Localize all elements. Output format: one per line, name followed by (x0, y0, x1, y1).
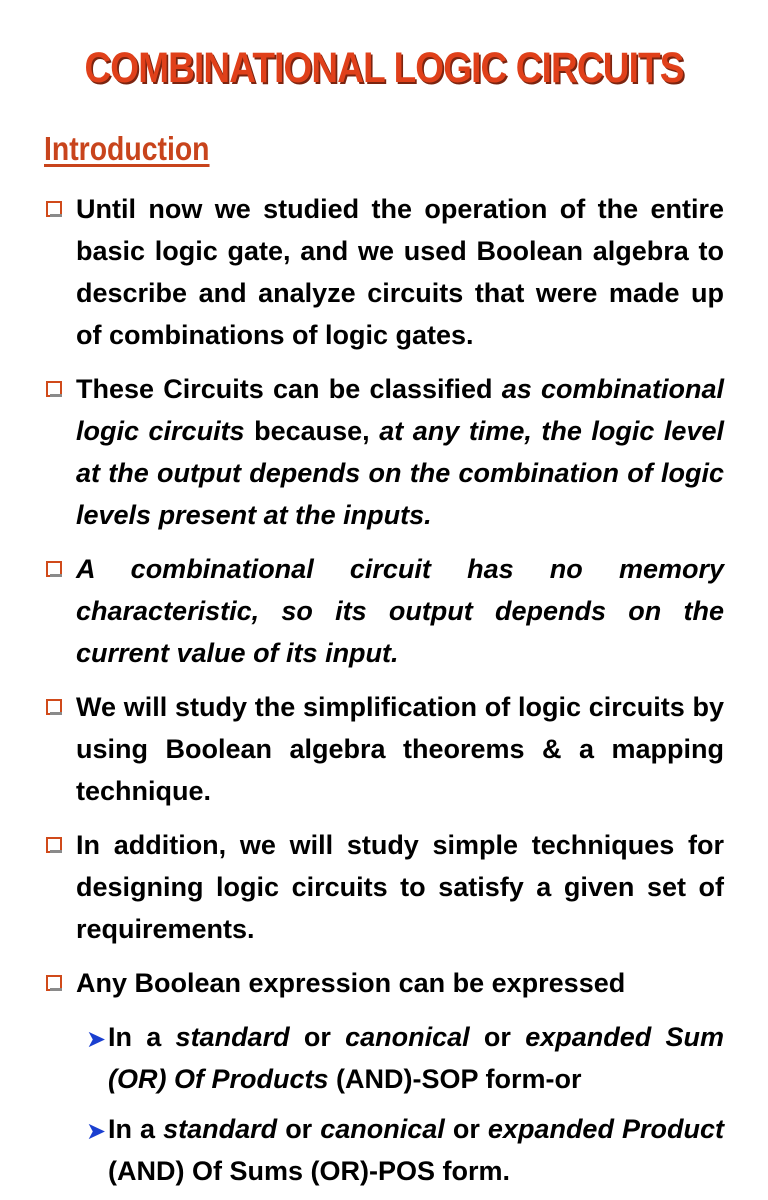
sub-text: In a (108, 1114, 164, 1144)
checkbox-bullet-icon (46, 837, 62, 853)
bullet-text: Until now we studied the operation of the entire basic logic gate, and we used Boolean algebra to describe and analyze circuits that were made up of combinations of logic gates. (76, 194, 724, 350)
sub-list-item (44, 1108, 724, 1192)
sub-text-italic: canonical (320, 1114, 445, 1144)
bullet-text-italic: as combinational logic circuits (76, 374, 724, 446)
bullet-text: We will study the simplification of logic circuits by using Boolean algebra theorems & a mapping technique. (76, 692, 724, 806)
section-heading: Introduction (44, 130, 210, 167)
list-item (44, 962, 724, 1004)
checkbox-bullet-icon (46, 561, 62, 577)
sub-text-italic: expanded Sum (OR) Of Products (108, 1022, 724, 1094)
page-title: COMBINATIONAL LOGIC CIRCUITS (84, 44, 684, 92)
bullet-text: In addition, we will study simple techniques for designing logic circuits to satisfy a given set of requirements. (76, 830, 724, 944)
sub-text: (AND) Of Sums (OR)-POS form. (108, 1156, 510, 1186)
bullet-text: Any Boolean expression can be expressed (76, 968, 626, 998)
sub-text-italic: expanded Product (487, 1114, 724, 1144)
checkbox-bullet-icon (46, 699, 62, 715)
sub-list-item (44, 1016, 724, 1100)
bullet-text: These Circuits can be classified (76, 374, 502, 404)
checkbox-bullet-icon (46, 201, 62, 217)
list-item (44, 824, 724, 950)
list-item (44, 188, 724, 356)
checkbox-bullet-icon (46, 381, 62, 397)
sub-text-italic: standard (163, 1114, 278, 1144)
arrow-bullet-icon: ➤ (86, 1026, 107, 1053)
sub-text: or (277, 1114, 321, 1144)
sub-text-italic: canonical (345, 1022, 470, 1052)
sub-text-italic: standard (175, 1022, 290, 1052)
sub-text: or (444, 1114, 488, 1144)
sub-text: (AND)-SOP form-or (328, 1064, 582, 1094)
bullet-text-italic: A combinational circuit has no memory characteristic, so its output depends on the current value of its input. (76, 554, 724, 668)
list-item (44, 368, 724, 536)
list-item (44, 548, 724, 674)
checkbox-bullet-icon (46, 975, 62, 991)
bullet-list (44, 188, 724, 1200)
sub-text: In a (108, 1022, 176, 1052)
arrow-bullet-icon: ➤ (86, 1118, 107, 1145)
bullet-text-italic: at any time, the logic level at the output depends on the combination of logic levels present at the inputs. (76, 416, 724, 530)
list-item (44, 686, 724, 812)
sub-text: or (469, 1022, 526, 1052)
bullet-text: because, (244, 416, 380, 446)
sub-text: or (289, 1022, 346, 1052)
